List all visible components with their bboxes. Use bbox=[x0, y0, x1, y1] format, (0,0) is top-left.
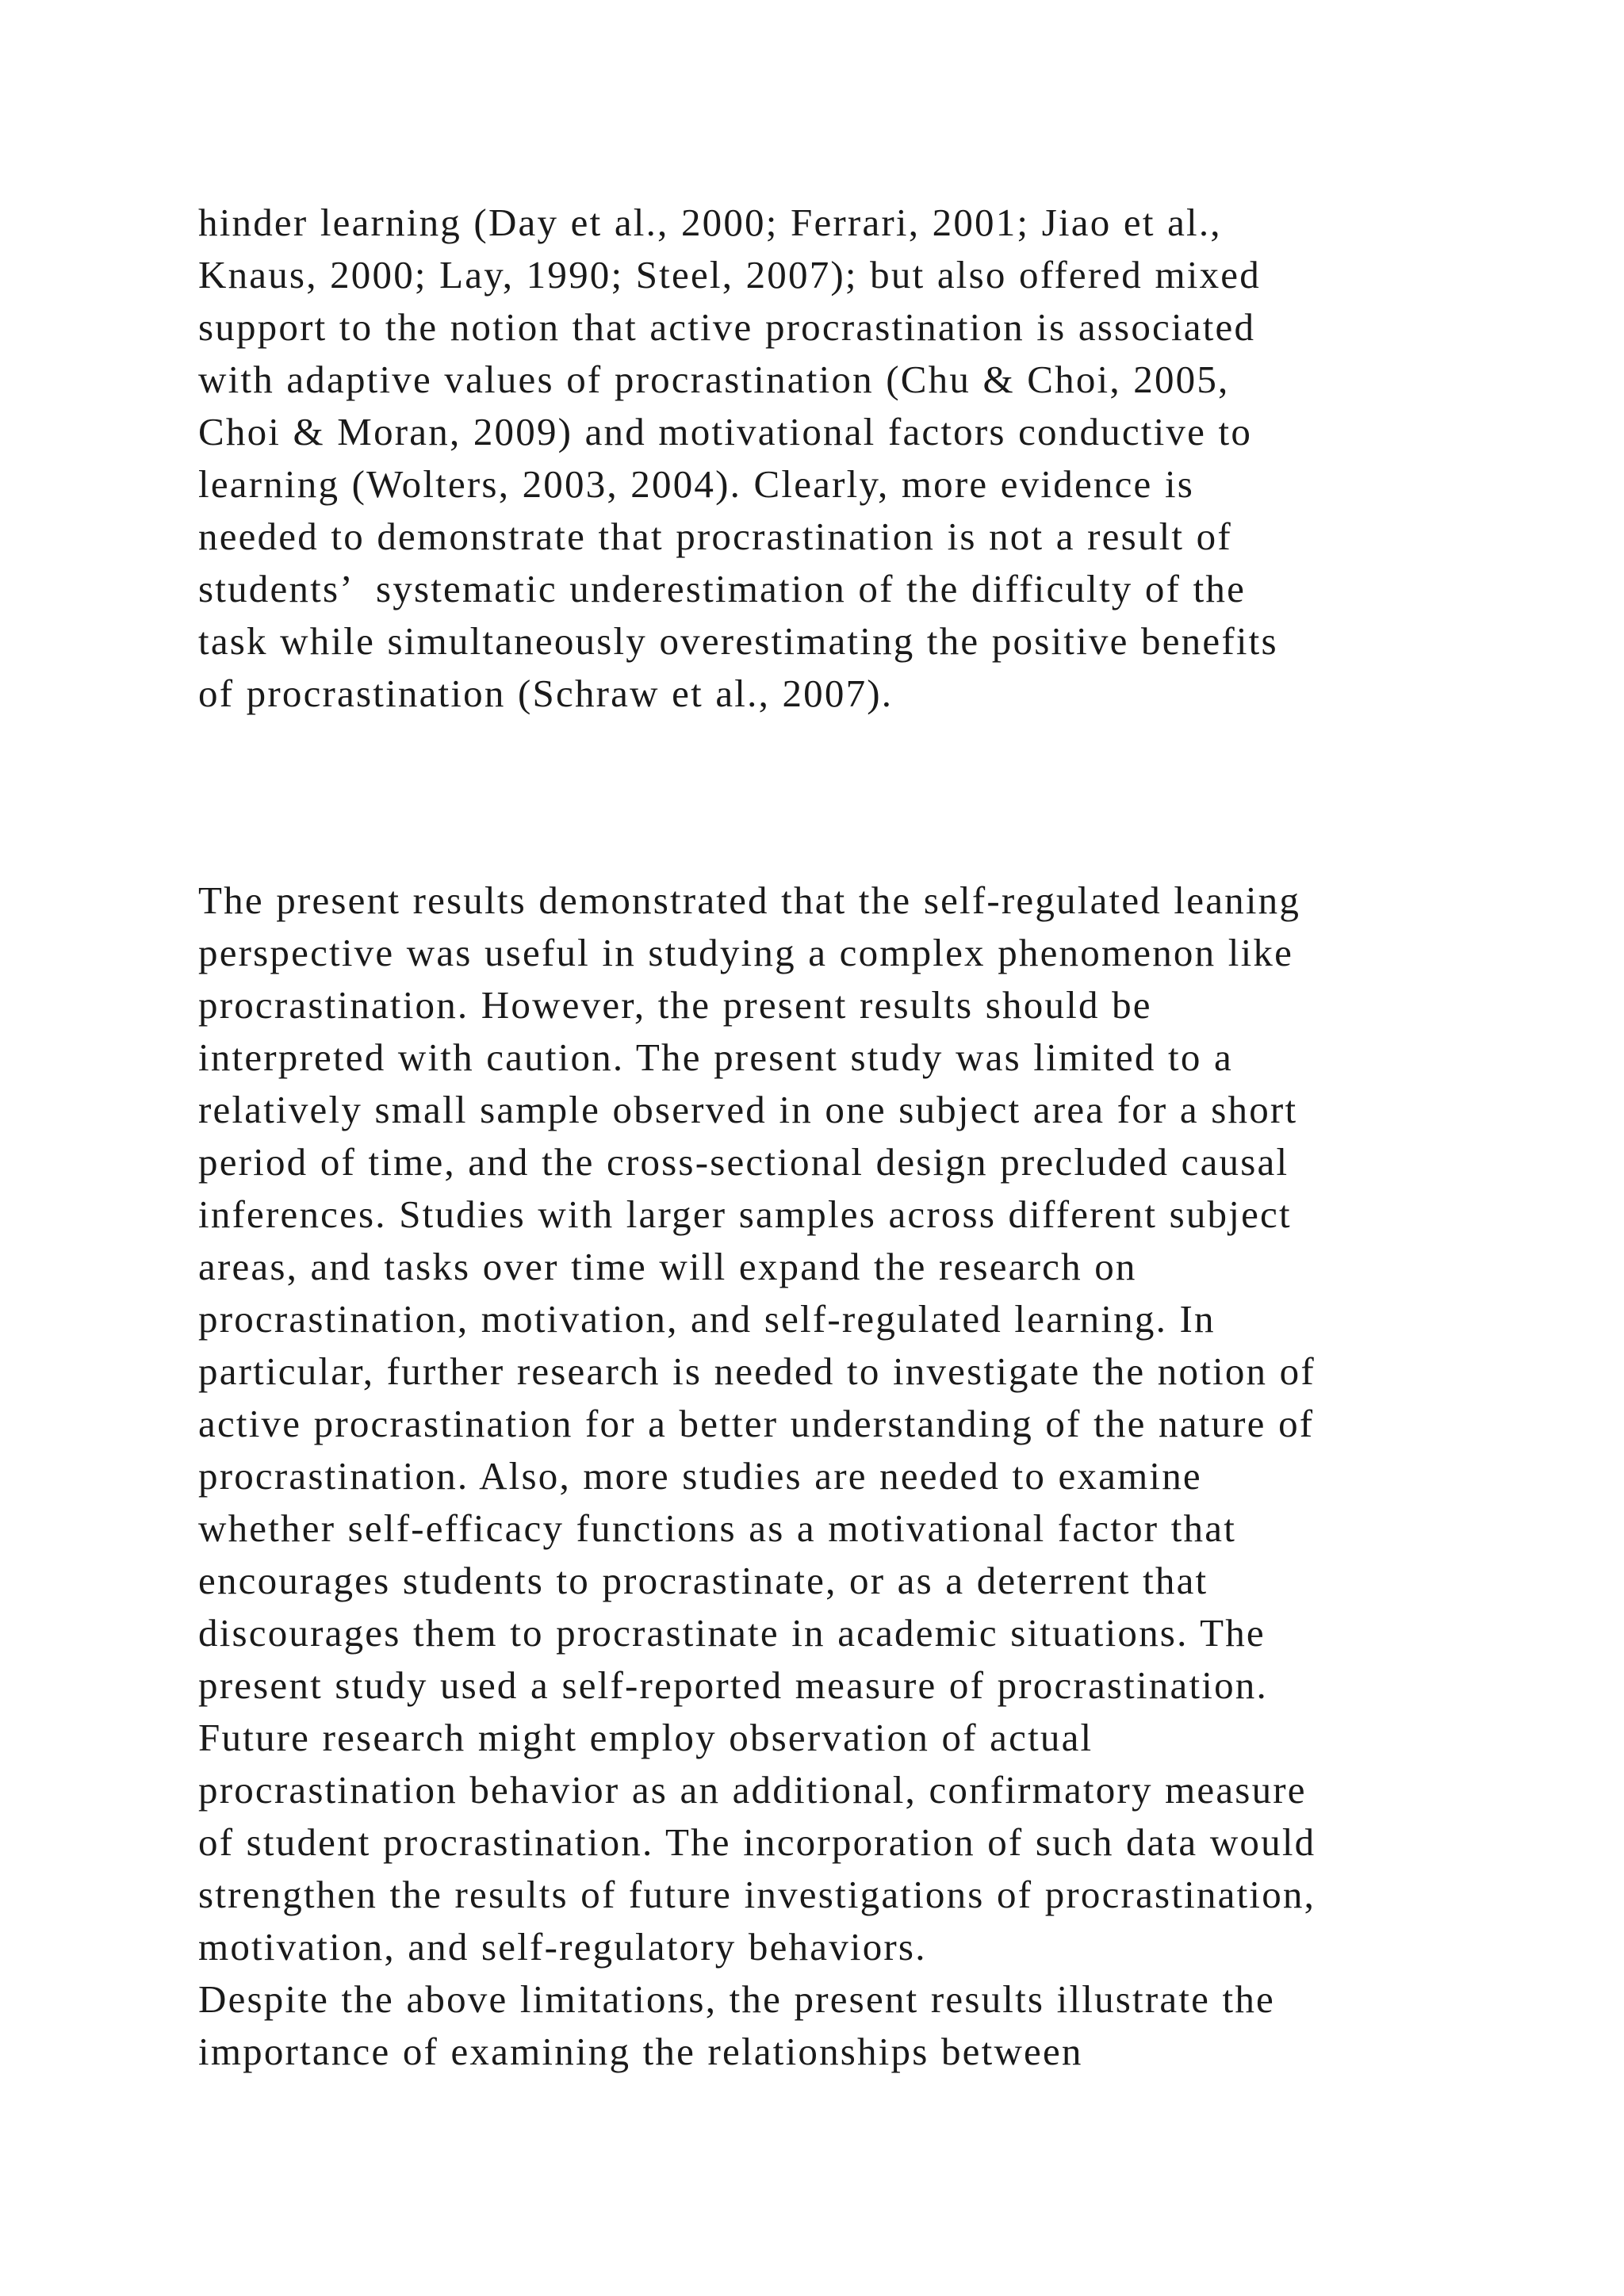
text-line: students’ systematic underestimation of the difficulty of the bbox=[198, 567, 1247, 610]
text-line: Despite the above limitations, the present results illustrate the bbox=[198, 1977, 1276, 2021]
text-line: procrastination behavior as an additional, confirmatory measure bbox=[198, 1768, 1307, 1812]
text-line: hinder learning (Day et al., 2000; Ferrari, 2001; Jiao et al., bbox=[198, 201, 1222, 244]
text-line: period of time, and the cross-sectional design precluded causal bbox=[198, 1140, 1289, 1184]
text-line: particular, further research is needed to investigate the notion of bbox=[198, 1349, 1316, 1393]
text-line: of procrastination (Schraw et al., 2007). bbox=[198, 672, 894, 715]
text-line: whether self-efficacy functions as a motivational factor that bbox=[198, 1506, 1237, 1550]
text-line: task while simultaneously overestimating the positive benefits bbox=[198, 619, 1278, 663]
text-line: procrastination. However, the present results should be bbox=[198, 983, 1152, 1027]
text-line: of student procrastination. The incorporation of such data would bbox=[198, 1820, 1316, 1864]
text-line: procrastination. Also, more studies are needed to examine bbox=[198, 1454, 1202, 1498]
paragraph-limitations bbox=[198, 874, 1546, 2078]
text-line: relatively small sample observed in one subject area for a short bbox=[198, 1088, 1298, 1131]
text-line: Knaus, 2000; Lay, 1990; Steel, 2007); but also offered mixed bbox=[198, 253, 1261, 297]
text-line: Future research might employ observation of actual bbox=[198, 1716, 1094, 1759]
text-line: importance of examining the relationships between bbox=[198, 2030, 1083, 2073]
text-line: perspective was useful in studying a complex phenomenon like bbox=[198, 931, 1294, 974]
text-line: with adaptive values of procrastination (Chu & Choi, 2005, bbox=[198, 358, 1230, 401]
text-line: The present results demonstrated that the self-regulated leaning bbox=[198, 878, 1301, 922]
text-line: encourages students to procrastinate, or as a deterrent that bbox=[198, 1559, 1208, 1602]
text-line: interpreted with caution. The present study was limited to a bbox=[198, 1035, 1233, 1079]
text-line: discourages them to procrastinate in academic situations. The bbox=[198, 1611, 1266, 1655]
text-line: Choi & Moran, 2009) and motivational factors conductive to bbox=[198, 410, 1253, 453]
text-line: present study used a self-reported measure of procrastination. bbox=[198, 1663, 1268, 1707]
text-line: inferences. Studies with larger samples across different subject bbox=[198, 1192, 1292, 1236]
text-line: strengthen the results of future investigations of procrastination, bbox=[198, 1873, 1316, 1916]
text-line: support to the notion that active procrastination is associated bbox=[198, 305, 1256, 349]
paragraph-discussion-continued bbox=[198, 197, 1546, 720]
text-line: active procrastination for a better understanding of the nature of bbox=[198, 1402, 1315, 1445]
text-line: motivation, and self-regulatory behaviors. bbox=[198, 1925, 927, 1969]
text-line: needed to demonstrate that procrastination is not a result of bbox=[198, 515, 1232, 558]
text-line: areas, and tasks over time will expand the research on bbox=[198, 1245, 1137, 1288]
text-line: learning (Wolters, 2003, 2004). Clearly, more evidence is bbox=[198, 462, 1195, 506]
text-line: procrastination, motivation, and self-regulated learning. In bbox=[198, 1297, 1216, 1341]
